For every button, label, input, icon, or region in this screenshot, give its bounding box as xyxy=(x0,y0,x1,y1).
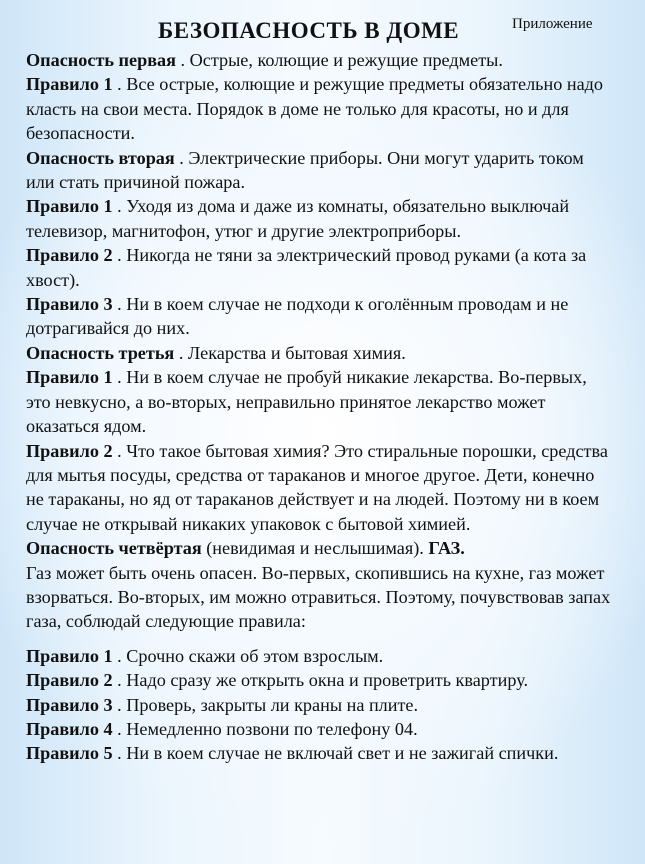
paragraph-heading: Опасность четвёртая xyxy=(26,538,202,559)
gas-label: ГАЗ. xyxy=(428,538,465,559)
paragraph-text: . Срочно скажи об этом взрослым. xyxy=(112,645,384,666)
paragraph-rule xyxy=(26,194,612,243)
paragraph-heading: Правило 3 xyxy=(26,694,113,715)
paragraph-heading: Правило 2 xyxy=(26,670,113,691)
document-body xyxy=(26,48,612,766)
paragraph-heading: Правило 2 xyxy=(26,245,113,266)
paragraph-text: . Острые, колющие и режущие предметы. xyxy=(175,50,503,70)
paragraph-heading: Правило 1 xyxy=(26,196,113,217)
section-gap xyxy=(26,634,612,644)
paragraph-heading: Правило 2 xyxy=(26,440,113,461)
paragraph-danger-2 xyxy=(26,146,612,195)
gas-rule xyxy=(26,644,612,668)
paragraph-rule xyxy=(26,365,612,438)
paragraph-text: . Уходя из дома и даже из комнаты, обязательно выключай телевизор, магнитофон, утюг и другие электроприборы. xyxy=(26,196,570,241)
paragraph-text: . Ни в коем случае не пробуй никакие лекарства. Во-первых, это невкусно, а во-вторых, неправильно принятое лекарство может оказаться ядом. xyxy=(26,367,587,437)
paragraph-heading: Правило 1 xyxy=(26,645,113,666)
paragraph-danger-4 xyxy=(26,536,612,560)
paragraph-text: Газ может быть очень опасен. Во-первых, скопившись на кухне, газ может взорваться. Во-вторых, им можно отравиться. Поэтому, почувствовав запах газа, соблюдай следующие правила: xyxy=(26,562,611,632)
paragraph-text: . Никогда не тяни за электрический провод руками (а кота за хвост). xyxy=(26,245,587,290)
paragraph-rule xyxy=(26,439,612,537)
paragraph-heading: Правило 1 xyxy=(26,367,113,388)
paragraph-heading: Опасность вторая xyxy=(26,147,175,168)
paragraph-text: . Немедленно позвони по телефону 04. xyxy=(112,718,418,739)
paragraph-text: . Проверь, закрыты ли краны на плите. xyxy=(112,694,419,715)
paragraph-heading: Правило 3 xyxy=(26,294,113,315)
paragraph-rule xyxy=(26,72,612,145)
paragraph-text: . Надо сразу же открыть окна и проветрить квартиру. xyxy=(112,670,529,691)
paragraph-heading: Правило 4 xyxy=(26,718,113,739)
paragraph-rule xyxy=(26,292,612,341)
gas-rule xyxy=(26,741,612,765)
page-title: БЕЗОПАСНОСТЬ В ДОМЕ xyxy=(158,18,460,43)
paragraph-text: . Электрические приборы. Они могут ударить током или стать причиной пожара. xyxy=(26,147,584,193)
paragraph-heading: Правило 5 xyxy=(26,743,113,764)
appendix-label: Приложение xyxy=(512,16,593,32)
paragraph-rule xyxy=(26,243,612,292)
paragraph-text: . Что такое бытовая химия? Это стиральные порошки, средства для мытья посуды, средства от тараканов и многое другое. Дети, конечно не тараканы, но яд от тараканов действует и на людей. Поэтому ни в коем случае не открывай никаких упаковок с бытовой химией. xyxy=(26,440,608,534)
paragraph-gas-intro xyxy=(26,561,612,634)
paragraph-text: . Все острые, колющие и режущие предметы обязательно надо класть на свои места. Порядок в доме не только для красоты, но и для безопасности. xyxy=(26,74,603,144)
gas-rule xyxy=(26,717,612,741)
paragraph-text: . Ни в коем случае не включай свет и не зажигай спички. xyxy=(112,743,559,764)
paragraph-danger-3 xyxy=(26,341,612,365)
gas-rule xyxy=(26,668,612,692)
paragraph-heading: Опасность первая xyxy=(26,50,176,70)
paragraph-danger-1 xyxy=(26,48,612,72)
paragraph-text: . Ни в коем случае не подходи к оголённым проводам и не дотрагивайся до них. xyxy=(26,294,569,339)
gas-rule xyxy=(26,693,612,717)
paragraph-heading: Опасность третья xyxy=(26,342,175,363)
paragraph-heading: Правило 1 xyxy=(26,74,113,95)
paragraph-text: . Лекарства и бытовая химия. xyxy=(174,342,406,363)
paragraph-text: (невидимая и неслышимая). xyxy=(201,538,429,559)
